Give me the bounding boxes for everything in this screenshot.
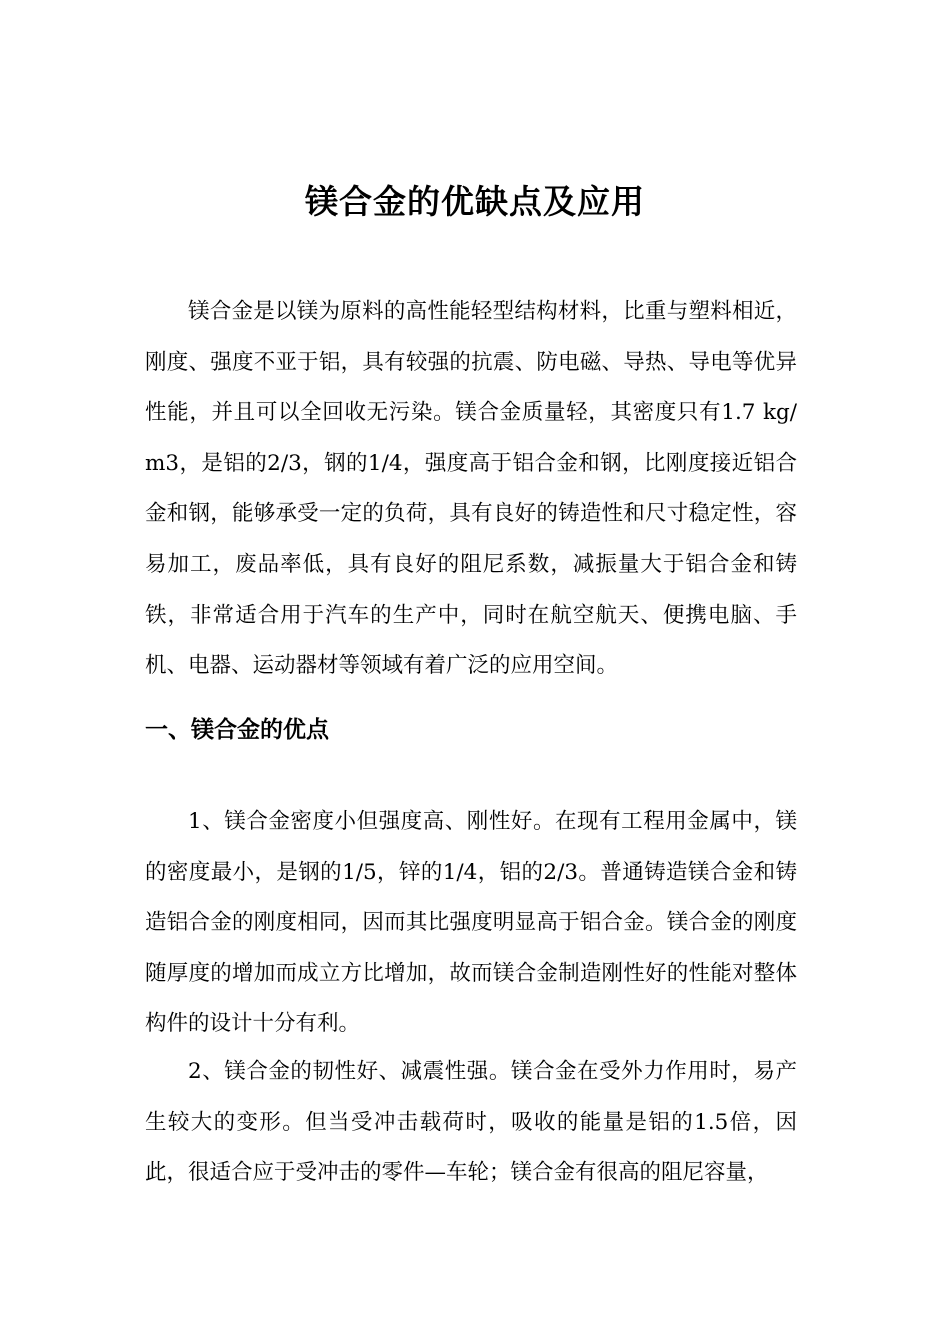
advantage-point-2: 2、镁合金的韧性好、减震性强。镁合金在受外力作用时，易产生较大的变形。但当受冲击载荷时，吸收的能量是铝的1.5倍，因此，很适合应于受冲击的零件—车轮；镁合金有很高的阻尼容量， [145, 1059, 797, 1186]
intro-paragraph: 镁合金是以镁为原料的高性能轻型结构材料，比重与塑料相近，刚度、强度不亚于铝，具有较强的抗震、防电磁、导热、导电等优异性能，并且可以全回收无污染。镁合金质量轻，其密度只有1.7 kg/m3，是铝的2/3，钢的1/4，强度高于铝合金和钢，比刚度接近铝合金和钢，能够承受一定的负荷，具有良好的铸造性和尺寸稳定性，容易加工，废品率低，具有良好的阻尼系数，减振量大于铝合金和铸铁，非常适合用于汽车的生产中，同时在航空航天、便携电脑、手机、电器、运动器材等领域有着广泛的应用空间。 [145, 299, 797, 679]
advantage-point-1: 1、镁合金密度小但强度高、刚性好。在现有工程用金属中，镁的密度最小，是钢的1/5，锌的1/4，铝的2/3。普通铸造镁合金和铸造铝合金的刚度相同，因而其比强度明显高于铝合金。镁合金的刚度随厚度的增加而成立方比增加，故而镁合金制造刚性好的性能对整体构件的设计十分有利。 [145, 809, 797, 1037]
section-heading-advantages: 一、镁合金的优点 [145, 717, 329, 743]
document-title: 镁合金的优缺点及应用 [305, 182, 645, 222]
